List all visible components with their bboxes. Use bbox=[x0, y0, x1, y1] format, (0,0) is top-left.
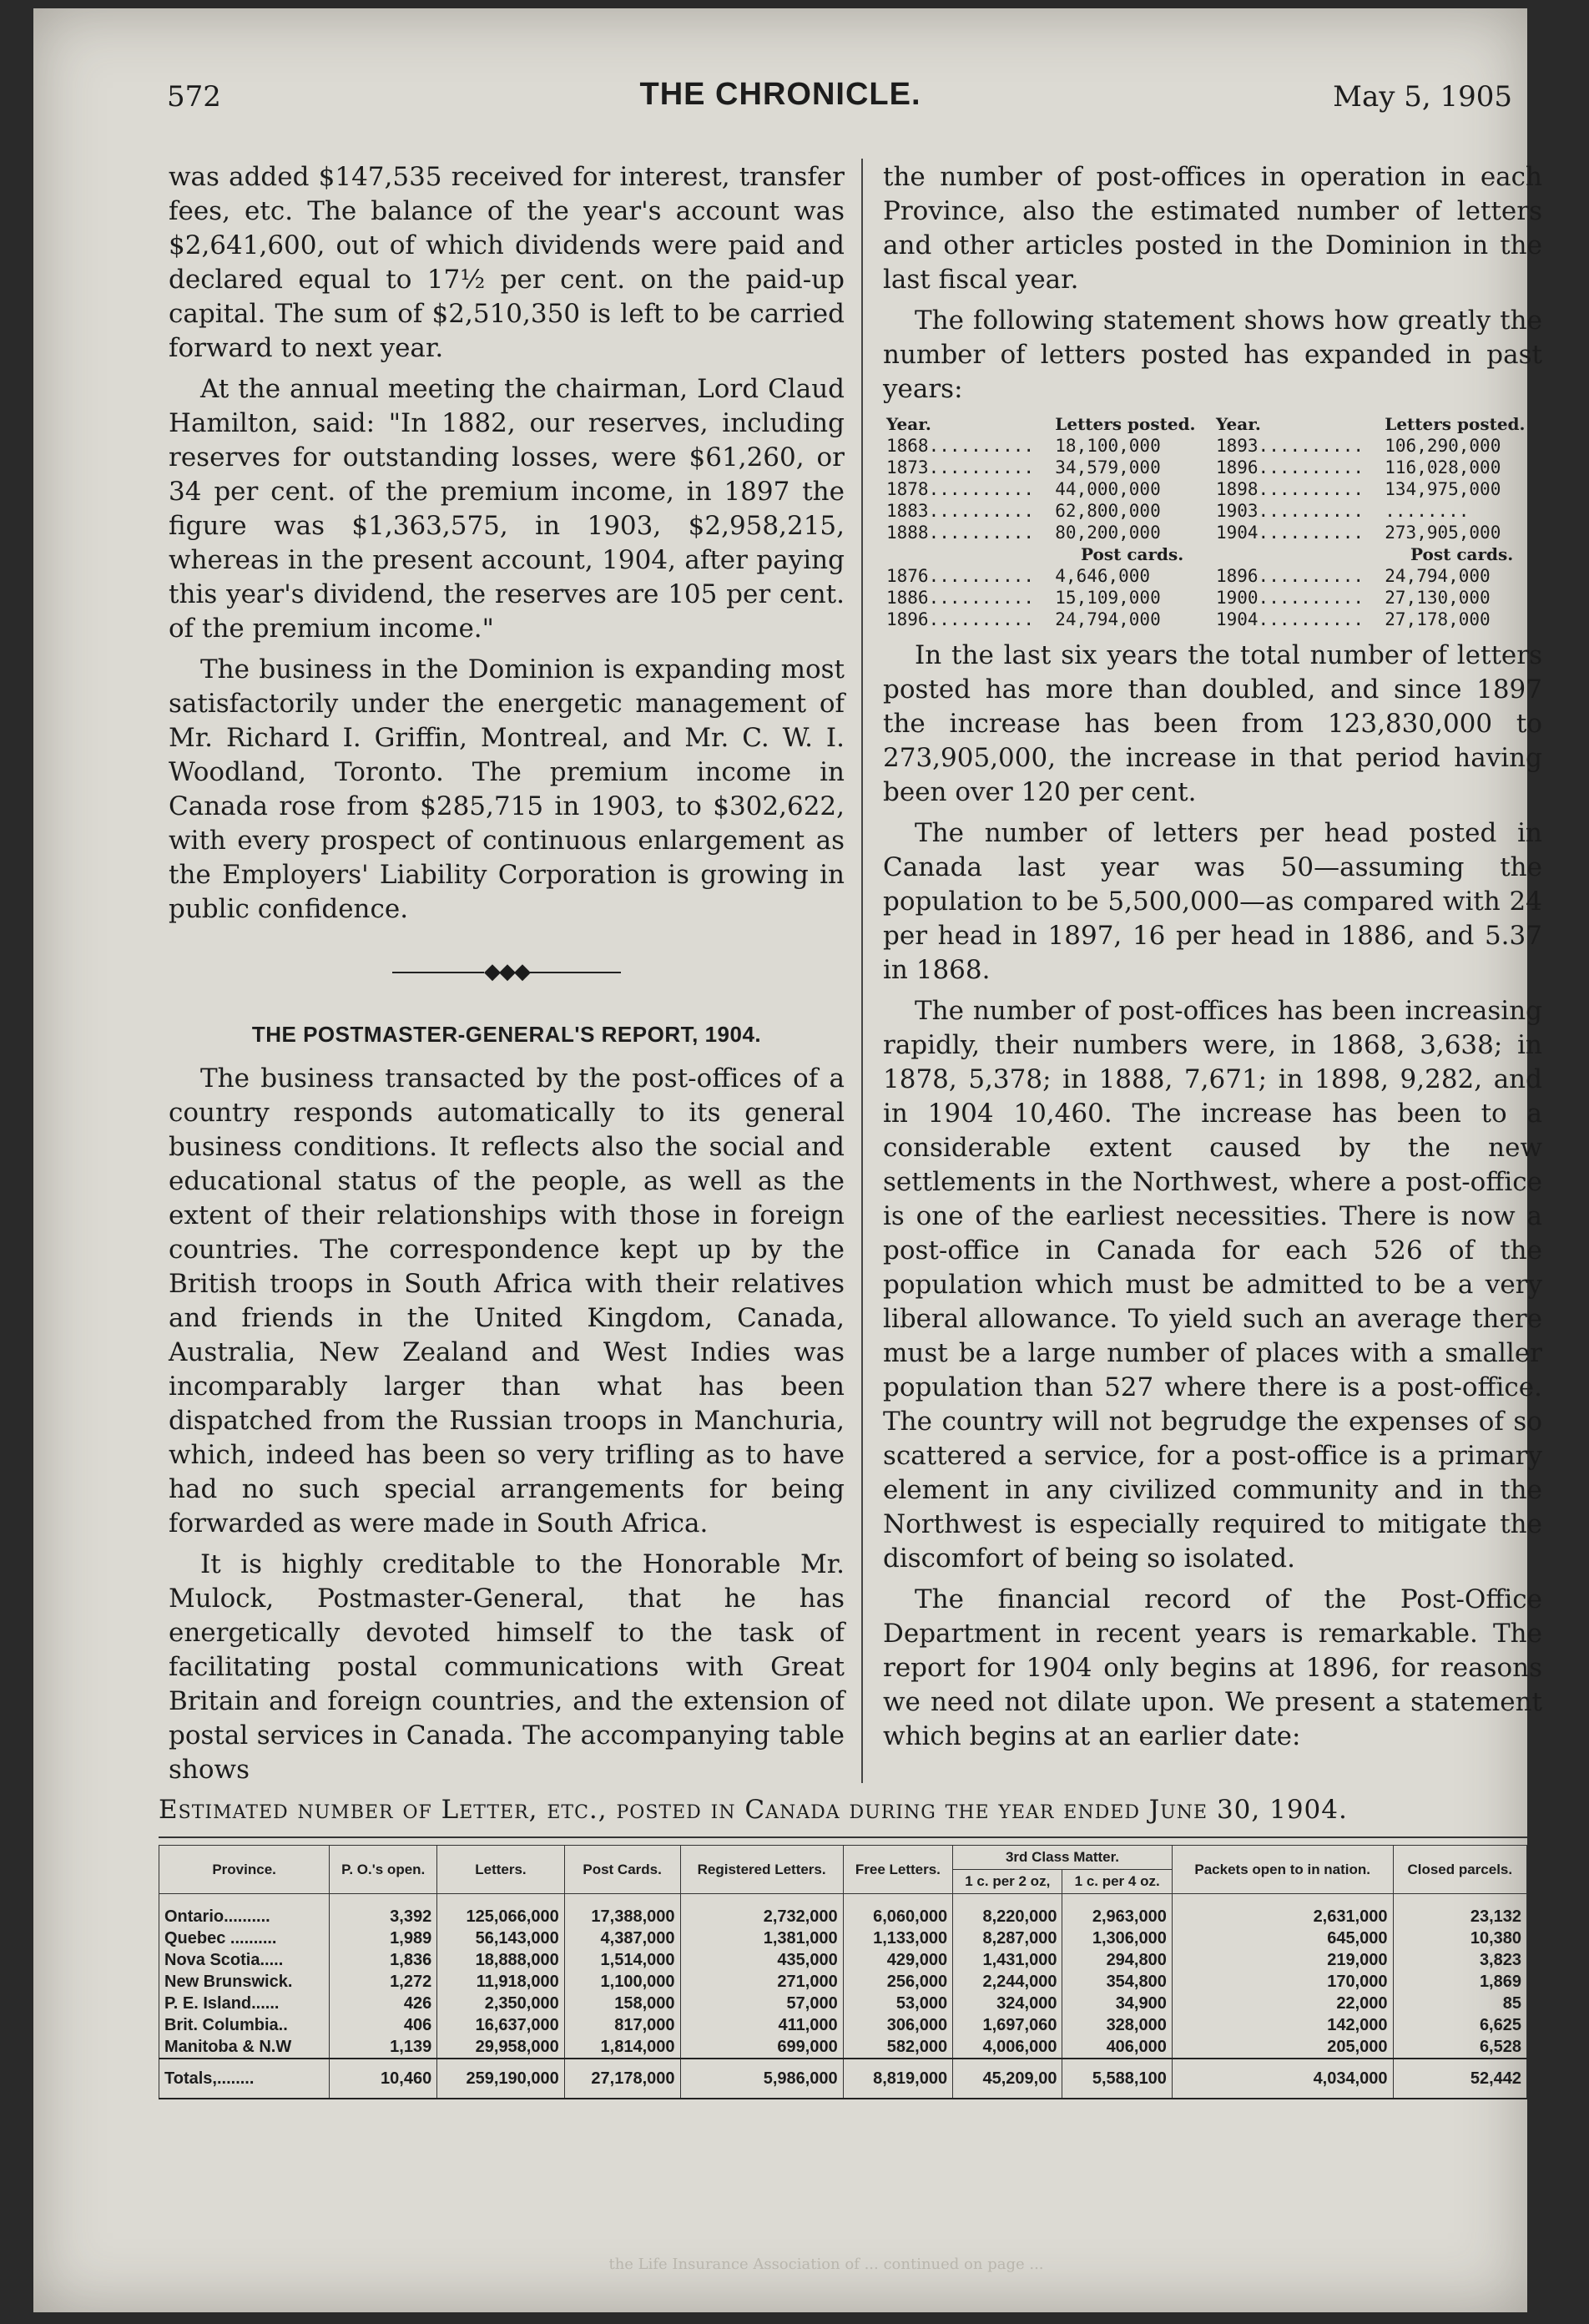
table-row bbox=[883, 435, 1542, 457]
column-header: Free Letters. bbox=[843, 1846, 952, 1894]
province-cell: P. E. Island...... bbox=[159, 1993, 330, 2014]
cell: 273,905,000 bbox=[1385, 523, 1501, 543]
value-cell: 29,958,000 bbox=[437, 2036, 564, 2059]
value-cell: 56,143,000 bbox=[437, 1927, 564, 1949]
column-header: Post cards. bbox=[1081, 544, 1184, 564]
cell: 62,800,000 bbox=[1055, 501, 1161, 521]
table-row bbox=[159, 1927, 1527, 1949]
province-cell: Manitoba & N.W bbox=[159, 2036, 330, 2059]
cell: 1883.......... bbox=[886, 501, 1035, 521]
cell: 1888.......... bbox=[886, 523, 1035, 543]
column-header: Post Cards. bbox=[564, 1846, 680, 1894]
value-cell: 1,133,000 bbox=[843, 1927, 952, 1949]
cell: 18,100,000 bbox=[1055, 436, 1161, 456]
value-cell: 256,000 bbox=[843, 1971, 952, 1993]
cell: 1896.......... bbox=[1215, 566, 1364, 586]
cell: 1898.......... bbox=[1215, 479, 1364, 499]
ornament-divider: ◆◆◆ bbox=[169, 955, 845, 989]
value-cell: 1,869 bbox=[1393, 1971, 1526, 1993]
column-header: 3rd Class Matter. bbox=[953, 1846, 1173, 1870]
province-cell: Brit. Columbia.. bbox=[159, 2014, 330, 2036]
value-cell: 52,442 bbox=[1393, 2059, 1526, 2099]
table-body bbox=[159, 1894, 1527, 2099]
value-cell: 1,100,000 bbox=[564, 1971, 680, 1993]
cell: 1904.......... bbox=[1215, 523, 1364, 543]
value-cell: 85 bbox=[1393, 1993, 1526, 2014]
province-mail-table bbox=[159, 1845, 1527, 2099]
value-cell: 170,000 bbox=[1172, 1971, 1393, 1993]
value-cell: 17,388,000 bbox=[564, 1894, 680, 1928]
value-cell: 1,989 bbox=[330, 1927, 437, 1949]
table-row bbox=[883, 565, 1542, 587]
value-cell: 817,000 bbox=[564, 2014, 680, 2036]
paragraph: The number of post-offices has been increasing rapidly, their numbers were, in 1868, 3,638; in 1878, 5,378; in 1888, 7,671; in 1898, 9,282, and in 1904 10,460. The increase has been to a considerable extent caused by the new settlements in the Northwest, where a post-office is one of the earliest necessities. There is now a post-office in Canada for each 526 of the population which must be admitted to be a very liberal allowance. To yield such an average there must be a large number of places with a smaller population than 527 where there is a post-office. The country will not begrudge the expenses of so scattered a service, for a post-office is a primary element in any civilized community and in the Northwest is especially required to mitigate the discomfort of being so isolated. bbox=[883, 996, 1542, 1574]
right-column bbox=[883, 160, 1542, 1761]
cell: 80,200,000 bbox=[1055, 523, 1161, 543]
column-header: Province. bbox=[159, 1846, 330, 1894]
cell: 24,794,000 bbox=[1385, 566, 1491, 586]
value-cell: 8,287,000 bbox=[953, 1927, 1062, 1949]
value-cell: 1,514,000 bbox=[564, 1949, 680, 1971]
value-cell: 2,732,000 bbox=[680, 1894, 843, 1928]
paragraph: In the last six years the total number of letters posted has more than doubled, and since 1897 the increase has been from 123,830,000 to 273,905,000, the increase in that period having been over 120 per cent. bbox=[883, 640, 1542, 807]
value-cell: 2,631,000 bbox=[1172, 1894, 1393, 1928]
column-subheader: 1 c. per 4 oz. bbox=[1062, 1870, 1172, 1894]
letters-posted-table bbox=[883, 413, 1542, 630]
bleed-through-text: the Life Insurance Association of ... continued on page ... bbox=[608, 2256, 1044, 2273]
value-cell: 582,000 bbox=[843, 2036, 952, 2059]
newspaper-page bbox=[33, 8, 1542, 2312]
value-cell: 6,528 bbox=[1393, 2036, 1526, 2059]
table-row bbox=[159, 2036, 1527, 2059]
column-divider bbox=[861, 159, 863, 1783]
province-cell: Quebec .......... bbox=[159, 1927, 330, 1949]
main-table-wrapper bbox=[159, 1845, 1527, 2099]
value-cell: 1,431,000 bbox=[953, 1949, 1062, 1971]
column-subheader: 1 c. per 2 oz, bbox=[953, 1870, 1062, 1894]
cell: 1876.......... bbox=[886, 566, 1035, 586]
cell: 27,178,000 bbox=[1385, 609, 1491, 629]
cell: 1893.......... bbox=[1215, 436, 1364, 456]
value-cell: 8,819,000 bbox=[843, 2059, 952, 2099]
value-cell: 34,900 bbox=[1062, 1993, 1172, 2014]
value-cell: 1,306,000 bbox=[1062, 1927, 1172, 1949]
province-cell: New Brunswick. bbox=[159, 1971, 330, 1993]
province-cell: Ontario.......... bbox=[159, 1894, 330, 1928]
paragraph: The business in the Dominion is expanding most satisfactorily under the energetic management of Mr. Richard I. Griffin, Montreal, and Mr. C. W. I. Woodland, Toronto. The premium income in Canada rose from $285,715 in 1903, to $302,622, with every prospect of continuous enlargement as the Employers' Liability Corporation is growing in public confidence. bbox=[169, 654, 845, 924]
value-cell: 4,006,000 bbox=[953, 2036, 1062, 2059]
value-cell: 1,697,060 bbox=[953, 2014, 1062, 2036]
province-cell: Nova Scotia..... bbox=[159, 1949, 330, 1971]
paragraph: At the annual meeting the chairman, Lord Claud Hamilton, said: "In 1882, our reserves, including reserves for outstanding losses, were $61,260, or 34 per cent. of the premium income, in 1897 the figure was $1,363,575, in 1903, $2,958,215, whereas in the present account, 1904, after paying this year's dividend, the reserves are 105 per cent. of the premium income." bbox=[169, 374, 845, 644]
column-header: Post cards. bbox=[1410, 544, 1514, 564]
value-cell: 699,000 bbox=[680, 2036, 843, 2059]
paragraph: It is highly creditable to the Honorable Mr. Mulock, Postmaster-General, that he has energetically devoted himself to the task of facilitating postal communications with Great Britain and foreign countries, and the extension of postal services in Canada. The accompanying table shows bbox=[169, 1549, 845, 1785]
section-heading: THE POSTMASTER-GENERAL'S REPORT, 1904. bbox=[251, 1022, 762, 1047]
value-cell: 2,350,000 bbox=[437, 1993, 564, 2014]
value-cell: 3,392 bbox=[330, 1894, 437, 1928]
left-column bbox=[169, 160, 845, 1794]
cell: 1896.......... bbox=[886, 609, 1035, 629]
value-cell: 6,060,000 bbox=[843, 1894, 952, 1928]
column-header: Year. bbox=[886, 414, 931, 434]
paragraph: was added $147,535 received for interest, transfer fees, etc. The balance of the year's account was $2,641,600, out of which dividends were paid and declared equal to 17½ per cent. on the paid-up capital. The sum of $2,510,350 is left to be carried forward to next year. bbox=[169, 162, 845, 363]
value-cell: 57,000 bbox=[680, 1993, 843, 2014]
value-cell: 426 bbox=[330, 1993, 437, 2014]
table-row bbox=[883, 500, 1542, 522]
table-row bbox=[883, 609, 1542, 630]
value-cell: 23,132 bbox=[1393, 1894, 1526, 1928]
value-cell: 5,588,100 bbox=[1062, 2059, 1172, 2099]
cell: 27,130,000 bbox=[1385, 588, 1491, 608]
value-cell: 6,625 bbox=[1393, 2014, 1526, 2036]
column-header: Packets open to in nation. bbox=[1172, 1846, 1393, 1894]
table-row bbox=[159, 1949, 1527, 1971]
value-cell: 4,387,000 bbox=[564, 1927, 680, 1949]
value-cell: 406 bbox=[330, 2014, 437, 2036]
value-cell: 354,800 bbox=[1062, 1971, 1172, 1993]
cell: 1873.......... bbox=[886, 457, 1035, 477]
value-cell: 53,000 bbox=[843, 1993, 952, 2014]
value-cell: 1,139 bbox=[330, 2036, 437, 2059]
cell: 34,579,000 bbox=[1055, 457, 1161, 477]
value-cell: 125,066,000 bbox=[437, 1894, 564, 1928]
value-cell: 10,460 bbox=[330, 2059, 437, 2099]
caption-rule bbox=[159, 1836, 1527, 1838]
column-header: Registered Letters. bbox=[680, 1846, 843, 1894]
value-cell: 8,220,000 bbox=[953, 1894, 1062, 1928]
table-row bbox=[883, 478, 1542, 500]
column-header: P. O.'s open. bbox=[330, 1846, 437, 1894]
value-cell: 3,823 bbox=[1393, 1949, 1526, 1971]
value-cell: 158,000 bbox=[564, 1993, 680, 2014]
value-cell: 271,000 bbox=[680, 1971, 843, 1993]
value-cell: 2,963,000 bbox=[1062, 1894, 1172, 1928]
paragraph: the number of post-offices in operation in each Province, also the estimated number of letters and other articles posted in the Dominion in the last fiscal year. bbox=[883, 162, 1542, 295]
table-row bbox=[159, 1971, 1527, 1993]
cell: ........ bbox=[1385, 501, 1470, 521]
value-cell: 1,836 bbox=[330, 1949, 437, 1971]
cell: 44,000,000 bbox=[1055, 479, 1161, 499]
value-cell: 435,000 bbox=[680, 1949, 843, 1971]
column-header: Letters posted. bbox=[1385, 414, 1526, 434]
value-cell: 219,000 bbox=[1172, 1949, 1393, 1971]
page-header bbox=[33, 73, 1527, 124]
totals-row bbox=[159, 2059, 1527, 2099]
value-cell: 1,272 bbox=[330, 1971, 437, 1993]
value-cell: 328,000 bbox=[1062, 2014, 1172, 2036]
value-cell: 2,244,000 bbox=[953, 1971, 1062, 1993]
value-cell: 1,381,000 bbox=[680, 1927, 843, 1949]
value-cell: 5,986,000 bbox=[680, 2059, 843, 2099]
paragraph: The number of letters per head posted in Canada last year was 50—assuming the population to be 5,500,000—as compared with 24 per head in 1897, 16 per head in 1886, and 5.37 in 1868. bbox=[883, 818, 1542, 985]
cell: 134,975,000 bbox=[1385, 479, 1501, 499]
value-cell: 16,637,000 bbox=[437, 2014, 564, 2036]
paragraph: The following statement shows how greatly the number of letters posted has expanded in past years: bbox=[883, 306, 1542, 404]
table-row bbox=[159, 1894, 1527, 1928]
cell: 1868.......... bbox=[886, 436, 1035, 456]
paragraph: The business transacted by the post-offices of a country responds automatically to its general business conditions. It reflects also the social and educational status of the people, as well as the extent of their relationships with those in foreign countries. The correspondence kept up by the British troops in South Africa with their relatives and friends in the United Kingdom, Canada, Australia, New Zealand and West Indies was incomparably larger than what has been dispatched from the Russian troops in Manchuria, which, indeed has been so very trifling as to have had no such special arrangements for being forwarded as were made in South Africa. bbox=[169, 1063, 845, 1538]
column-header: Closed parcels. bbox=[1393, 1846, 1526, 1894]
value-cell: 324,000 bbox=[953, 1993, 1062, 2014]
table-row bbox=[883, 522, 1542, 543]
cell: 1904.......... bbox=[1215, 609, 1364, 629]
value-cell: 10,380 bbox=[1393, 1927, 1526, 1949]
issue-date: May 5, 1905 bbox=[1333, 80, 1512, 114]
cell: 24,794,000 bbox=[1055, 609, 1161, 629]
cell: 116,028,000 bbox=[1385, 457, 1501, 477]
column-header: Letters. bbox=[437, 1846, 564, 1894]
cell: 1903.......... bbox=[1215, 501, 1364, 521]
value-cell: 406,000 bbox=[1062, 2036, 1172, 2059]
value-cell: 1,814,000 bbox=[564, 2036, 680, 2059]
value-cell: 294,800 bbox=[1062, 1949, 1172, 1971]
cell: 1878.......... bbox=[886, 479, 1035, 499]
table-row bbox=[883, 587, 1542, 609]
table-row bbox=[883, 457, 1542, 478]
publication-title: THE CHRONICLE. bbox=[639, 77, 921, 112]
page-number: 572 bbox=[167, 80, 221, 114]
cell: 1896.......... bbox=[1215, 457, 1364, 477]
value-cell: 411,000 bbox=[680, 2014, 843, 2036]
table-row bbox=[159, 2014, 1527, 2036]
cell: 106,290,000 bbox=[1385, 436, 1501, 456]
cell: 4,646,000 bbox=[1055, 566, 1151, 586]
value-cell: 18,888,000 bbox=[437, 1949, 564, 1971]
cell: 15,109,000 bbox=[1055, 588, 1161, 608]
value-cell: 205,000 bbox=[1172, 2036, 1393, 2059]
value-cell: 45,209,00 bbox=[953, 2059, 1062, 2099]
value-cell: 259,190,000 bbox=[437, 2059, 564, 2099]
column-header: Year. bbox=[1215, 414, 1261, 434]
value-cell: 645,000 bbox=[1172, 1927, 1393, 1949]
value-cell: 27,178,000 bbox=[564, 2059, 680, 2099]
value-cell: 306,000 bbox=[843, 2014, 952, 2036]
value-cell: 4,034,000 bbox=[1172, 2059, 1393, 2099]
value-cell: 22,000 bbox=[1172, 1993, 1393, 2014]
value-cell: 142,000 bbox=[1172, 2014, 1393, 2036]
table-row bbox=[159, 1993, 1527, 2014]
cell: 1886.......... bbox=[886, 588, 1035, 608]
table-caption: Estimated number of Letter, etc., posted in Canada during the year ended June 30, 1904. bbox=[159, 1795, 1348, 1825]
value-cell: 429,000 bbox=[843, 1949, 952, 1971]
province-cell: Totals,........ bbox=[159, 2059, 330, 2099]
paragraph: The financial record of the Post-Office Department in recent years is remarkable. The report for 1904 only begins at 1896, for reasons we need not dilate upon. We present a statement which begins at an earlier date: bbox=[883, 1584, 1542, 1751]
value-cell: 11,918,000 bbox=[437, 1971, 564, 1993]
column-header: Letters posted. bbox=[1055, 414, 1196, 434]
cell: 1900.......... bbox=[1215, 588, 1364, 608]
